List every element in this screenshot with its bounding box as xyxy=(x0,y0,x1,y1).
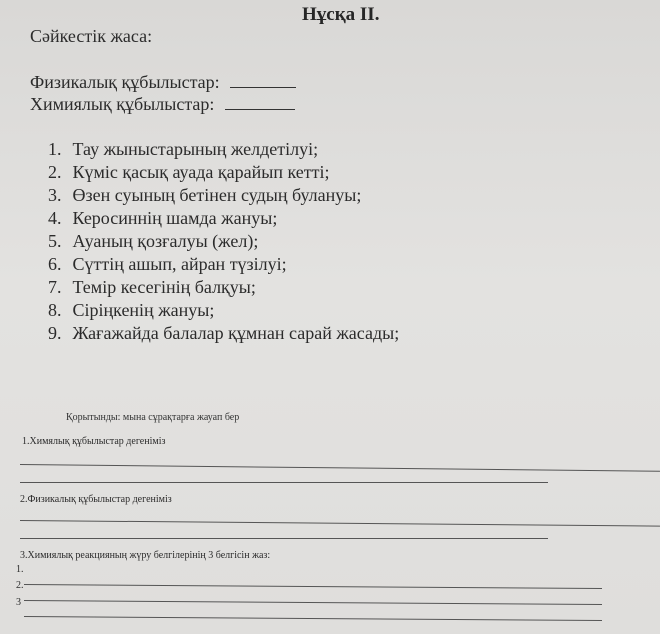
phenomena-list xyxy=(48,138,399,345)
signs-line-label: 1. xyxy=(16,564,24,575)
answer-line-q1-b[interactable] xyxy=(20,482,548,483)
category-physical xyxy=(30,72,296,93)
list-item: 9. Жағажайда балалар құмнан сарай жасады; xyxy=(48,323,400,343)
question-signs: 3.Химиялық реакцияның жүру белгілерінің 3 белгісін жаз: xyxy=(20,550,271,561)
category-physical-label: Физикалық құбылыстар: xyxy=(30,72,220,92)
question-physical: 2.Физикалық құбылыстар дегеніміз xyxy=(20,494,172,505)
answer-line-q1-a[interactable] xyxy=(20,464,660,472)
question-chemical: 1.Химялық құбылыстар дегеніміз xyxy=(22,436,166,447)
category-chemical xyxy=(30,94,295,115)
list-item: 7. Темір кесегінің балқуы; xyxy=(48,277,256,297)
answer-line-q2-b[interactable] xyxy=(20,538,548,539)
answer-line-sign-1[interactable] xyxy=(24,584,602,589)
answer-line-q2-a[interactable] xyxy=(20,520,660,527)
category-chemical-label: Химиялық құбылыстар: xyxy=(30,94,215,114)
answer-blank-chemical[interactable] xyxy=(225,95,295,110)
signs-line-label: 3 xyxy=(16,597,21,608)
page-title: Нұсқа II. xyxy=(302,4,380,25)
list-item: 3. Өзен суының бетінен судың булануы; xyxy=(48,185,362,205)
list-item: 5. Ауаның қозғалуы (жел); xyxy=(48,231,259,251)
list-item: 4. Керосиннің шамда жануы; xyxy=(48,208,278,228)
list-item: 8. Сіріңкенің жануы; xyxy=(48,300,215,320)
answer-line-sign-2[interactable] xyxy=(24,600,602,605)
list-item: 2. Күміс қасық ауада қарайып кетті; xyxy=(48,162,330,182)
conclusion-heading: Қорытынды: мына сұрақтарға жауап бер xyxy=(66,412,240,423)
answer-line-sign-3[interactable] xyxy=(24,616,602,621)
list-item: 1. Тау жыныстарының желдетілуі; xyxy=(48,139,319,159)
signs-line-label: 2. xyxy=(16,580,24,591)
instruction-text: Сәйкестік жаса: xyxy=(30,26,153,46)
answer-blank-physical[interactable] xyxy=(230,73,296,88)
list-item: 6. Сүттің ашып, айран түзілуі; xyxy=(48,254,287,274)
